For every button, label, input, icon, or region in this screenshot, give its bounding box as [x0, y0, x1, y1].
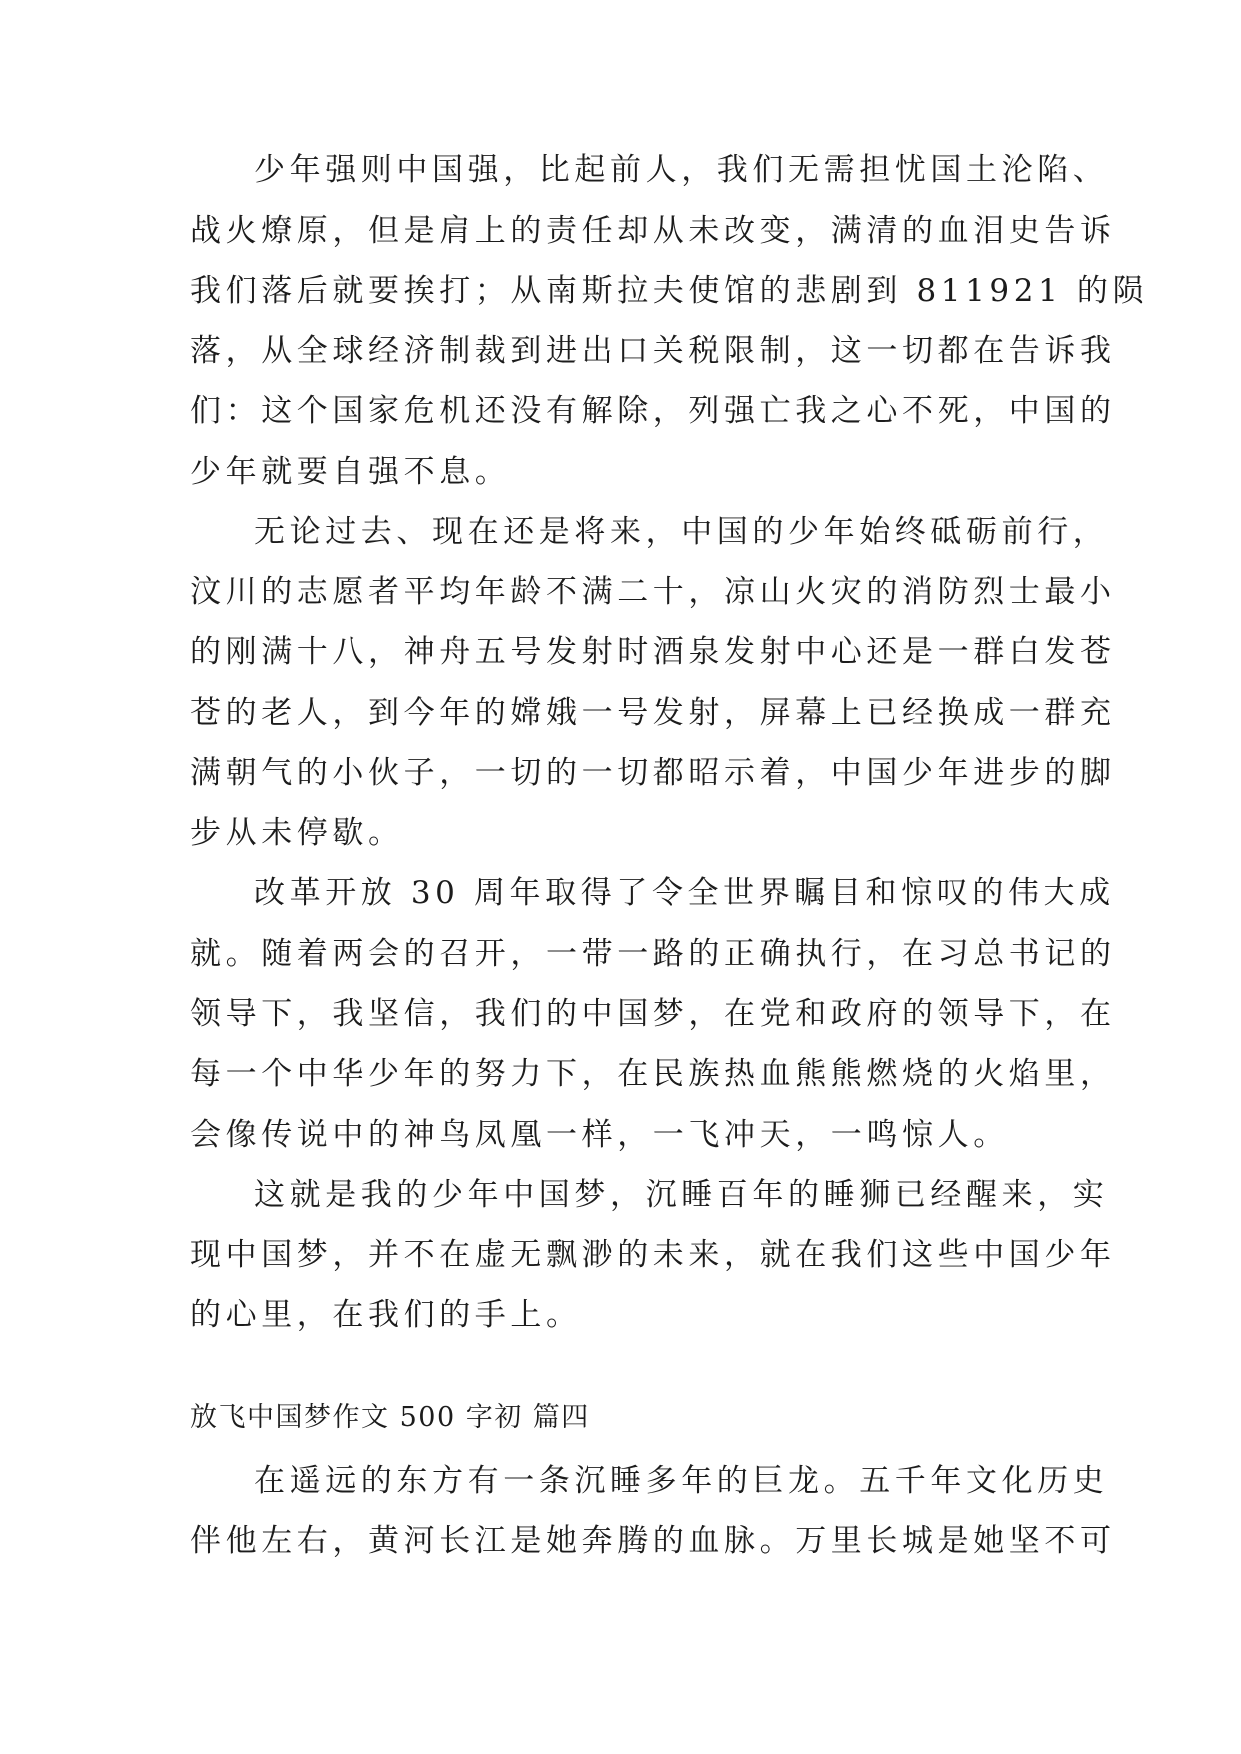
paragraph-line: 步从未停歇。 [190, 815, 404, 851]
paragraph-line: 这就是我的少年中国梦，沉睡百年的睡狮已经醒来，实 [254, 1177, 1109, 1213]
paragraph-line: 伴他左右，黄河长江是她奔腾的血脉。万里长城是她坚不可 [190, 1523, 1116, 1559]
section-heading: 放飞中国梦作文 500 字初 篇四 [190, 1402, 590, 1433]
paragraph-line: 落，从全球经济制裁到进出口关税限制，这一切都在告诉我 [190, 333, 1116, 369]
paragraph-line: 在遥远的东方有一条沉睡多年的巨龙。五千年文化历史 [254, 1463, 1109, 1499]
paragraph-line: 战火燎原，但是肩上的责任却从未改变，满清的血泪史告诉 [190, 213, 1116, 249]
paragraph-line: 满朝气的小伙子，一切的一切都昭示着，中国少年进步的脚 [190, 755, 1116, 791]
paragraph-line: 改革开放 30 周年取得了令全世界瞩目和惊叹的伟大成 [254, 875, 1115, 911]
paragraph-line: 少年强则中国强，比起前人，我们无需担忧国土沦陷、 [254, 152, 1109, 188]
paragraph-line: 们：这个国家危机还没有解除，列强亡我之心不死，中国的 [190, 393, 1116, 429]
paragraph-line: 就。随着两会的召开，一带一路的正确执行，在习总书记的 [190, 936, 1116, 972]
paragraph-line: 的心里，在我们的手上。 [190, 1297, 582, 1333]
paragraph-line: 领导下，我坚信，我们的中国梦，在党和政府的领导下，在 [190, 996, 1116, 1032]
paragraph-line: 我们落后就要挨打；从南斯拉夫使馆的悲剧到 811921 的陨 [190, 273, 1149, 309]
paragraph-line: 每一个中华少年的努力下，在民族热血熊熊燃烧的火焰里， [190, 1056, 1116, 1092]
paragraph-line: 苍的老人，到今年的嫦娥一号发射，屏幕上已经换成一群充 [190, 695, 1116, 731]
paragraph-line: 会像传说中的神鸟凤凰一样，一飞冲天，一鸣惊人。 [190, 1117, 1009, 1153]
paragraph-line: 少年就要自强不息。 [190, 454, 511, 490]
paragraph-line: 现中国梦，并不在虚无飘渺的未来，就在我们这些中国少年 [190, 1237, 1116, 1273]
paragraph-line: 的刚满十八，神舟五号发射时酒泉发射中心还是一群白发苍 [190, 634, 1116, 670]
paragraph-line: 无论过去、现在还是将来，中国的少年始终砥砺前行， [254, 514, 1109, 550]
paragraph-line: 汶川的志愿者平均年龄不满二十，凉山火灾的消防烈士最小 [190, 574, 1116, 610]
